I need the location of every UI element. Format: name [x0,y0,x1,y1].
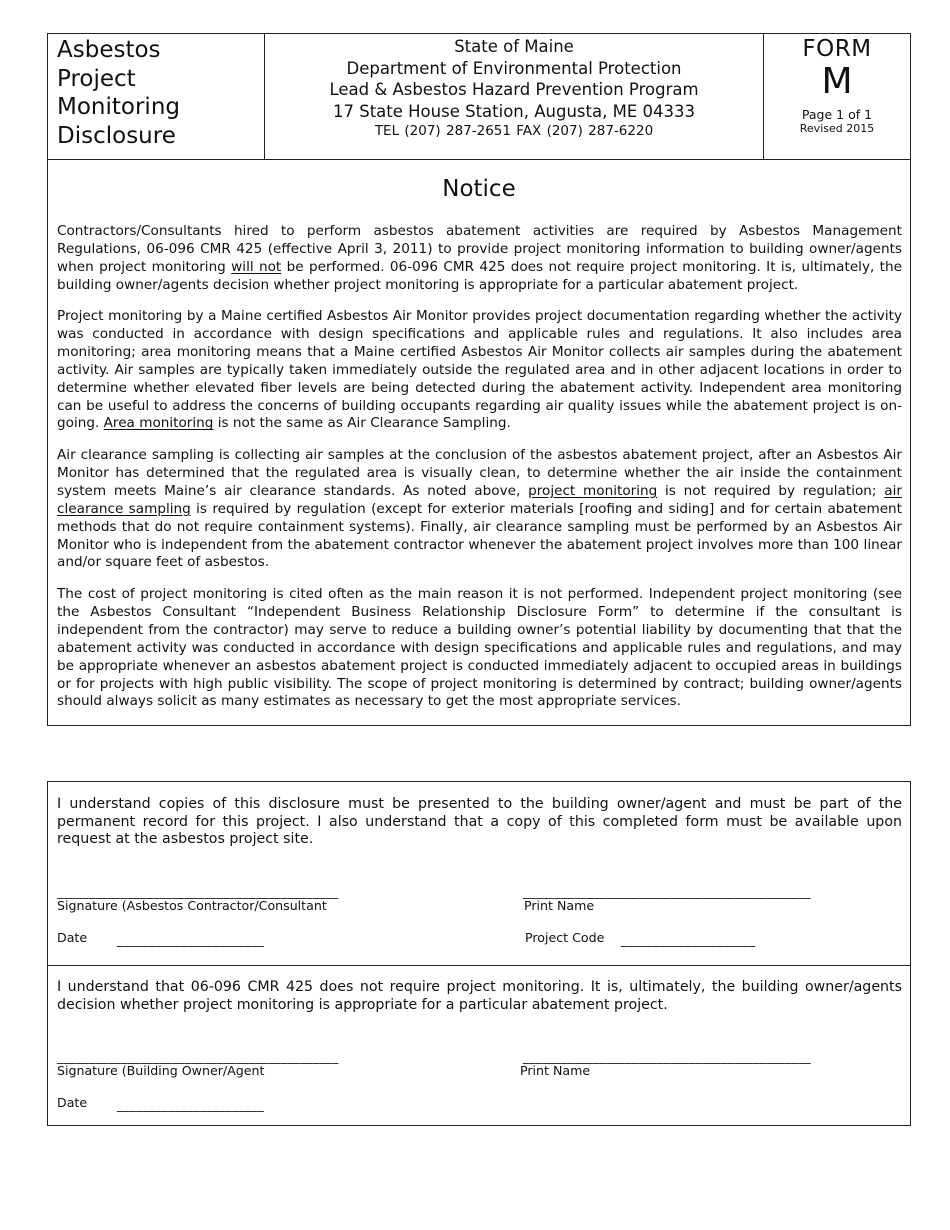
form-title-line: Asbestos [57,37,161,63]
notice-paragraph-1: Contractors/Consultants hired to perform asbestos abatement activities are required by Asbestos Management Regulations, 06-096 CMR 425 (effective April 3, 2011) to provide project monitoring information to building owner/agents when project monitoring will not be performed. 06-096 CMR 425 does not require project monitoring. It is, ultimately, the building owner/agents decision whether project monitoring is appropriate for a particular abatement project. [57,223,902,293]
form-id-block [764,34,910,159]
contractor-statement: I understand copies of this disclosure must be presented to the building owner/agent and must be part of the permanent record for this project. I also understand that a copy of this completed form must be available upon request at the asbestos project site. [57,796,902,847]
section-divider [48,965,910,966]
project-code-field[interactable]: _____________________ [621,933,756,947]
form-title-line: Monitoring [57,94,180,120]
contractor-signature-field[interactable]: ____________________________________________ [57,885,339,899]
contractor-print-name-label: Print Name [524,898,595,913]
owner-signature-label: Signature (Building Owner/Agent [57,1063,265,1078]
agency-state: State of Maine [454,37,574,56]
agency-program: Lead & Asbestos Hazard Prevention Program [329,80,699,99]
agency-info [265,34,764,159]
contractor-print-name-field[interactable]: _____________________________________________ [523,885,811,899]
underlined-text: will not [231,258,282,275]
form-label: FORM [802,36,872,62]
owner-signature-field[interactable]: ____________________________________________ [57,1050,339,1064]
form-title-line: Project [57,65,136,92]
contractor-signature-label: Signature (Asbestos Contractor/Consultant [57,898,327,913]
owner-statement: I understand that 06-096 CMR 425 does not require project monitoring. It is, ultimately, the building owner/agents decision whether project monitoring is appropriate for a particular abatement project. [57,979,902,1013]
acknowledgement-section [47,781,911,1126]
notice-paragraph-2: Project monitoring by a Maine certified Asbestos Air Monitor provides project documentation regarding whether the activity was conducted in accordance with design specifications and applicable rules and regulations. It also includes area monitoring; area monitoring means that a Maine certified Asbestos Air Monitor collects air samples during the abatement activity. Air samples are typically taken immediately outside the regulated area and in other adjacent locations in order to determine whether elevated fiber levels are being detected during the abatement activity. Independent area monitoring can be useful to address the concerns of building occupants regarding air quality issues while the abatement project is on-going. Area monitoring is not the same as Air Clearance Sampling. [57,308,902,432]
notice-title: Notice [442,176,516,202]
agency-address: 17 State House Station, Augusta, ME 04333 [332,101,695,121]
form-letter: M [821,61,853,102]
notice-section [47,159,911,726]
form-title-line: Disclosure [57,122,176,149]
underlined-text: air clearance sampling [57,482,902,517]
contractor-date-field[interactable]: _______________________ [117,933,265,947]
contractor-date-label: Date [57,930,88,945]
revision-date: Revised 2015 [799,122,875,135]
owner-print-name-field[interactable]: _____________________________________________ [523,1050,811,1064]
notice-paragraph-3: Air clearance sampling is collecting air samples at the conclusion of the asbestos abatement project, after an Asbestos Air Monitor has determined that the regulated area is visually clean, to determine whether the air inside the containment system meets Maine’s air clearance standards. As noted above, project monitoring is not required by regulation; air clearance sampling is required by regulation (except for exterior materials [roofing and siding] and for certain abatement methods that do not require containment systems). Finally, air clearance sampling must be performed by an Asbestos Air Monitor who is independent from the abatement contractor whenever the abatement project involves more than 100 linear and/or square feet of asbestos. [57,447,903,571]
form-title [48,34,265,159]
notice-paragraph-4: The cost of project monitoring is cited often as the main reason it is not performed. Independent project monitoring (see the Asbestos Consultant “Independent Business Relationship Disclosure Form” to determine if the consultant is independent from the contractor) may serve to reduce a building owner’s potential liability by documenting that that the abatement activity was conducted in accordance with design specifications and applicable rules and regulations, and may be appropriate whenever an asbestos abatement project is conducted immediately adjacent to occupied areas in buildings or for projects with high public visibility. The scope of project monitoring is determined by contract; building owner/agents should always solicit as many estimates as necessary to get the most appropriate services. [57,586,902,710]
underlined-text: project monitoring [528,482,658,499]
project-code-label: Project Code [525,930,605,945]
owner-date-label: Date [57,1095,88,1110]
underlined-text: Area monitoring [103,415,214,432]
owner-print-name-label: Print Name [520,1063,591,1078]
agency-department: Department of Environmental Protection [346,58,682,78]
form-header [47,33,911,160]
agency-contact: TEL (207) 287-2651 FAX (207) 287-6220 [374,123,654,139]
owner-date-field[interactable]: _______________________ [117,1098,265,1112]
page-number: Page 1 of 1 [801,107,873,122]
